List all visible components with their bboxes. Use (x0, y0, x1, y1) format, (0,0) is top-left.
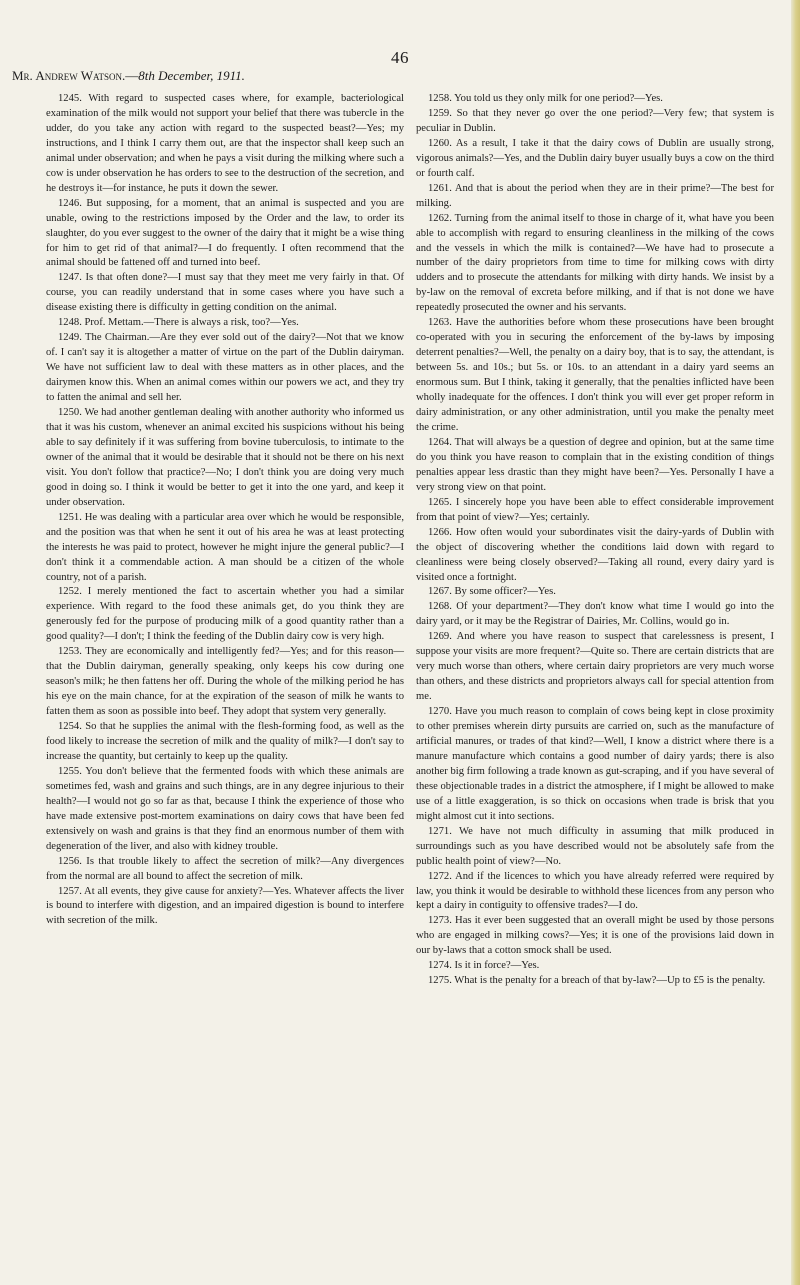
paragraph: 1251. He was dealing with a particular area over which he would be responsible, and the position was that when he sent it out of his area he was at least protecting the interests he was paid to protect, however he might injure the general public?—I don't think it a commendable action. A man should be a citizen of the whole country, not of a parish. (46, 511, 404, 583)
paragraph: 1262. Turning from the animal itself to those in charge of it, what have you been able to accomplish with regard to ensuring cleanliness in the milking of the cows and the vessels in which the milk is contained?—We have had to prosecute a number of the dairy proprietors from time to time for milking cows with dirty udders and to prosecute the attendants for milking with dirty hands. We insist by a by-law on the removal of excreta before milking, and if that is not done we have repeatedly prosecuted the owner and his servants. (416, 212, 774, 314)
right-column (416, 92, 774, 989)
paragraph: 1275. What is the penalty for a breach of that by-law?—Up to £5 is the penalty. (428, 975, 766, 987)
paragraph: 1260. As a result, I take it that the dairy cows of Dublin are usually strong, vigorous animals?—Yes, and the Dublin dairy buyer usually buys a cow on the third or fourth calf. (416, 137, 774, 179)
paragraph: 1264. That will always be a question of degree and opinion, but at the same time do you think you have reason to complain that in the existing condition of things penalties appear less drastic than they might have been?—Yes. Personally I have a very strong view on that point. (416, 436, 774, 493)
running-head (12, 68, 245, 84)
paragraph: 1257. At all events, they give cause for anxiety?—Yes. Whatever affects the liver is bound to interfere with digestion, and an impaired digestion is bound to interfere with secretion of the milk. (46, 885, 404, 927)
page-edge (791, 0, 800, 1285)
page-number: 46 (391, 48, 409, 67)
paragraph: 1263. Have the authorities before whom these prosecutions have been brought co-operated with you in securing the enforcement of the by-laws by imposing deterrent penalties?—Well, the penalty on a dairy boy, that is to say, the attendant, is between 5s. and 10s.; but 5s. or 10s. to an attendant in a dairy yard seems an enormous sum. But I think, taking it generally, that the penalties inflicted have been wholly inadequate for the offences. I don't think you will ever get proper reform in dairy administration, or any other administration, until you make the penalty meet the crime. (416, 317, 774, 433)
paragraph: 1249. The Chairman.—Are they ever sold out of the dairy?—Not that we know of. I can't say it is altogether a matter of virtue on the part of the Dublin dairyman. We have not sufficient law to deal with these matters as in other places, and the dairymen know this. When an animal comes within our powers we act, and they try to fatten the animal and sell her. (46, 332, 404, 404)
separator: .— (122, 68, 139, 83)
paragraph: 1274. Is it in force?—Yes. (428, 960, 540, 972)
paragraph: 1259. So that they never go over the one period?—Very few; that system is peculiar in Dublin. (416, 107, 774, 134)
left-column (46, 92, 404, 929)
paragraph: 1270. Have you much reason to complain of cows being kept in close proximity to other premises wherein dirty pursuits are carried on, such as the manufacture of artificial manures, or trades of that kind?—Well, I know a district where there is a manure manufacture which contains a good number of dairy yards; there is also another big firm following a trade known as gut-scraping, and if you have several of these objectionable trades in a district the atmosphere, if I might be allowed to make use of a little exaggeration, is so thick on occasions when trade is brisk that you might almost cut it into sections. (416, 706, 774, 822)
paragraph: 1267. By some officer?—Yes. (428, 586, 556, 598)
paragraph: 1269. And where you have reason to suspect that carelessness is present, I suppose your visits are more frequent?—Quite so. There are certain districts that are very much worse than others, where certain dairy proprietors are very much worse than others, and these districts and proprietors always call for special attention from me. (416, 631, 774, 703)
paragraph: 1245. With regard to suspected cases where, for example, bacteriological examination of the milk would not support your belief that there was tubercle in the udder, do you take any action with regard to the suspected beast?—Yes; my instructions, and I think I carry them out, are that the inspector shall keep such an animal under observation; and when he pays a visit during the milking where such a cow is under observation he has orders to see to the destruction of the secretion, and he destroys it—for instance, he puts it down the sewer. (46, 93, 404, 194)
paragraph: 1272. And if the licences to which you have already referred were required by law, you think it would be desirable to withhold these licences from any person who kept a dairy in contiguity to offensive trades?—I do. (416, 870, 774, 912)
paragraph: 1265. I sincerely hope you have been able to effect considerable improvement from that point of view?—Yes; certainly. (416, 496, 774, 523)
paragraph: 1254. So that he supplies the animal with the flesh-forming food, as well as the food likely to increase the secretion of milk and the quality of milk?—I don't say to increase the quantity, but certainly to keep up the quality. (46, 721, 404, 762)
paragraph: 1258. You told us they only milk for one period?—Yes. (428, 93, 663, 104)
paragraph: 1271. We have not much difficulty in assuming that milk produced in surroundings such as you have described would not be absolutely safe from the public health point of view?—No. (416, 825, 774, 867)
paragraph: 1261. And that is about the period when they are in their prime?—The best for milking. (416, 182, 774, 209)
paragraph: 1253. They are economically and intelligently fed?—Yes; and for this reason—that the Dublin dairyman, generally speaking, only keeps his cow during one season's milk; he then fattens her off. During the whole of the milking period he has his eye on the main chance, for at the expiration of the season of milk he wants to fatten them as soon as possible into beef. They adopt that system very generally. (46, 646, 404, 718)
paragraph: 1268. Of your department?—They don't know what time I would go into the dairy yard, or it may be the Registrar of Dairies, Mr. Collins, would go in. (416, 601, 774, 628)
paragraph: 1273. Has it ever been suggested that an overall might be used by those persons who are engaged in milking cows?—Yes; it is one of the provisions laid down in our by-laws that a cotton smock shall be used. (416, 915, 774, 957)
paragraph: 1246. But supposing, for a moment, that an animal is suspected and you are unable, owing to the restrictions imposed by the Order and the law, to order its slaughter, do you ever suggest to the owner of the dairy that it might be a wise thing for him to get rid of that animal?—I do frequently. I often recommend that the animal should be fattened off and turned into beef. (46, 197, 404, 269)
paragraph: 1256. Is that trouble likely to affect the secretion of milk?—Any divergences from the normal are all bound to affect the secretion of milk. (46, 855, 404, 882)
witness-name: Mr. Andrew Watson (12, 68, 123, 83)
paragraph: 1248. Prof. Mettam.—There is always a risk, too?—Yes. (58, 317, 299, 329)
sitting-date: 8th December, 1911. (138, 68, 245, 83)
paragraph: 1250. We had another gentleman dealing with another authority who informed us that it was his custom, whenever an animal excited his suspicions without his being able to say definitely if it was suffering from bovine tuberculosis, to intimate to the owner of the animal that it would be desirable that it should not be there on his next visit. You don't follow that practice?—No; I don't think you are doing very much good in doing so. I think it would be better to get it into the one yard, and keep it under observation. (46, 407, 404, 508)
paragraph: 1247. Is that often done?—I must say that they meet me very fairly in that. Of course, you can readily understand that in some cases where you have such a disease existing there is difficulty in getting condition on the animal. (46, 272, 404, 314)
paragraph: 1252. I merely mentioned the fact to ascertain whether you had a similar experience. With regard to the food these animals get, do you think they are generously fed for the purpose of producing milk of a good quantity rather than a good quality?—I don't; I think the feeding of the Dublin dairy cow is very high. (46, 586, 404, 643)
paragraph: 1266. How often would your subordinates visit the dairy-yards of Dublin with the object of discovering whether the conditions laid down with regard to cleanliness were being closely observed?—Taking all round, every dairy yard is visited once a fortnight. (416, 526, 774, 583)
paragraph: 1255. You don't believe that the fermented foods with which these animals are sometimes fed, wash and grains and such things, are in any degree injurious to their health?—I would not go so far as that, because I think the experience of those who have made extensive post-mortem examinations on dairy cows that have been fed extensively on wash and grains is that they find an enormous number of them with degeneration of the liver, and also with kidney trouble. (46, 765, 404, 852)
